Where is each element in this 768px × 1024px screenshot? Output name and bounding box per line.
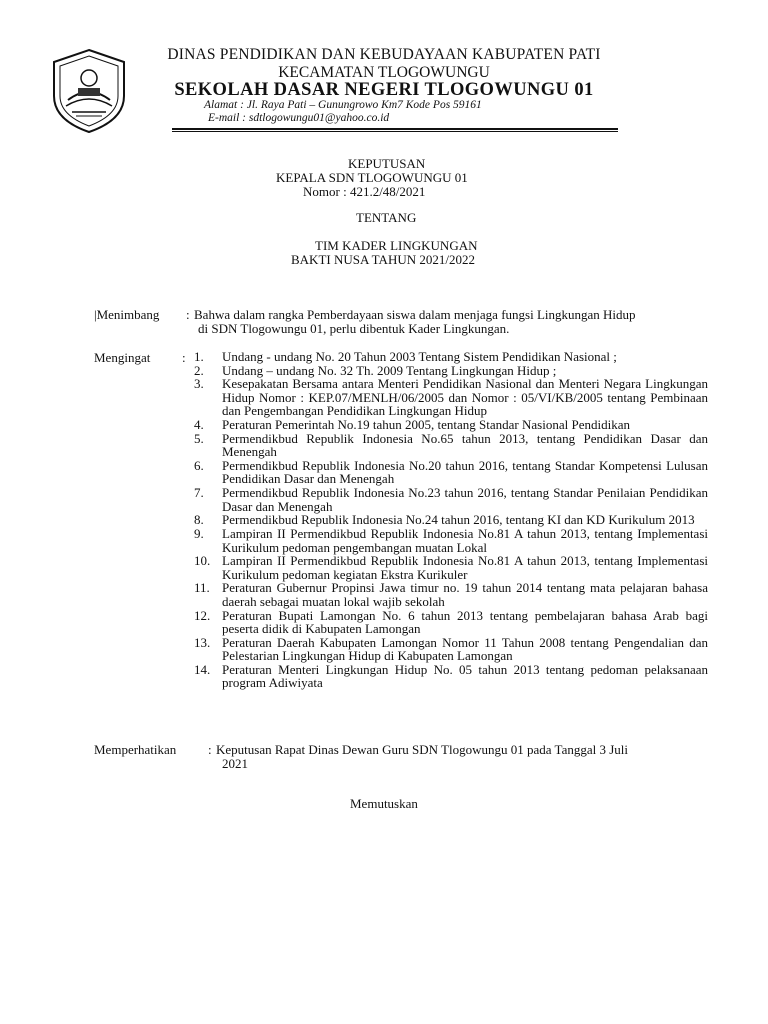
- list-item-text: Undang – undang No. 32 Th. 2009 Tentang Lingkungan Hidup ;: [222, 362, 557, 378]
- letterhead-divider-thick: [172, 128, 618, 130]
- decree-issuer: KEPALA SDN TLOGOWUNGU 01: [276, 170, 468, 185]
- memperhatikan-text-line2: 2021: [222, 756, 248, 771]
- decree-number: Nomor : 421.2/48/2021: [303, 184, 426, 199]
- list-item-text: Peraturan Gubernur Propinsi Jawa timur no. 19 tahun 2014 tentang mata pelajaran bahasa daerah sebagai muatan lokal wajib sekolah: [222, 580, 708, 609]
- list-item-number: 4.: [194, 417, 204, 433]
- list-item: [194, 459, 708, 486]
- agency-name: DINAS PENDIDIKAN DAN KEBUDAYAAN KABUPATEN PATI: [167, 46, 601, 63]
- list-item: [194, 418, 708, 432]
- list-item-number: 12.: [194, 607, 211, 623]
- memperhatikan-text-line1: Keputusan Rapat Dinas Dewan Guru SDN Tlogowungu 01 pada Tanggal 3 Juli: [216, 742, 629, 757]
- list-item-text: Lampiran II Permendikbud Republik Indonesia No.81 A tahun 2013, tentang Implementasi Kurikulum pedoman kegiatan Ekstra Kurikuler: [222, 553, 708, 582]
- list-item-text: Kesepakatan Bersama antara Menteri Pendidikan Nasional dan Menteri Negara Lingkungan Hidup Nomor : KEP.07/MENLH/06/2005 dan Nomor : 05/VI/KB/2005 tentang Pembinaan dan Pengembangan Pendidikan Lingkungan Hidup: [222, 376, 708, 419]
- memperhatikan-label: Memperhatikan: [94, 742, 177, 757]
- menimbang-text-line1: Bahwa dalam rangka Pemberdayaan siswa dalam menjaga fungsi Lingkungan Hidup: [194, 307, 636, 322]
- list-item: [194, 350, 708, 364]
- list-item: [194, 554, 708, 581]
- school-name: SEKOLAH DASAR NEGERI TLOGOWUNGU 01: [174, 80, 594, 100]
- list-item-text: Permendikbud Republik Indonesia No.24 tahun 2016, tentang KI dan KD Kurikulum 2013: [222, 512, 695, 528]
- school-address: Alamat : Jl. Raya Pati – Gunungrowo Km7 Kode Pos 59161: [204, 99, 482, 111]
- decree-tentang: TENTANG: [356, 210, 417, 225]
- list-item: [194, 364, 708, 378]
- list-item: [194, 432, 708, 459]
- mengingat-colon: :: [182, 350, 186, 365]
- school-email: E-mail : sdtlogowungu01@yahoo.co.id: [208, 112, 390, 124]
- letterhead-divider-thin: [172, 131, 618, 132]
- decree-title-line2: BAKTI NUSA TAHUN 2021/2022: [291, 252, 475, 267]
- list-item-number: 6.: [194, 457, 204, 473]
- menimbang-text-line2: di SDN Tlogowungu 01, perlu dibentuk Kader Lingkungan.: [198, 321, 510, 336]
- list-item-number: 11.: [194, 580, 210, 596]
- list-item-text: Lampiran II Permendikbud Republik Indonesia No.81 A tahun 2013, tentang Implementasi Kurikulum pedoman pengembangan muatan Lokal: [222, 526, 708, 555]
- list-item-number: 7.: [194, 485, 204, 501]
- menimbang-label: |Menimbang: [94, 307, 160, 322]
- list-item: [194, 609, 708, 636]
- list-item: [194, 377, 708, 418]
- mengingat-label: Mengingat: [94, 350, 151, 365]
- list-item-text: Peraturan Bupati Lamongan No. 6 tahun 2013 tentang pembelajaran bahasa Arab bagi peserta didik di Kabupaten Lamongan: [222, 607, 708, 637]
- list-item: [194, 663, 708, 690]
- list-item: [194, 636, 708, 663]
- list-item-number: 8.: [194, 512, 204, 528]
- list-item-number: 14.: [194, 661, 211, 677]
- list-item-number: 1.: [194, 349, 204, 364]
- list-item-text: Permendikbud Republik Indonesia No.65 tahun 2013, tentang Pendidikan Dasar dan Menengah: [222, 430, 708, 460]
- list-item-number: 13.: [194, 634, 211, 650]
- mengingat-list: [194, 350, 708, 690]
- list-item-text: Peraturan Pemerintah No.19 tahun 2005, tentang Standar Nasional Pendidikan: [222, 417, 630, 433]
- list-item-text: Permendikbud Republik Indonesia No.23 tahun 2016, tentang Standar Penilaian Pendidikan Dasar dan Menengah: [222, 485, 708, 514]
- list-item: [194, 527, 708, 554]
- list-item: [194, 581, 708, 608]
- decree-heading: KEPUTUSAN: [348, 156, 426, 171]
- list-item-number: 5.: [194, 430, 204, 446]
- list-item-number: 2.: [194, 362, 204, 378]
- list-item-text: Peraturan Menteri Lingkungan Hidup No. 05 tahun 2013 tentang pedoman pelaksanaan program Adiwiyata: [222, 661, 708, 691]
- menimbang-colon: :: [186, 307, 190, 322]
- list-item-text: Permendikbud Republik Indonesia No.20 tahun 2016, tentang Standar Kompetensi Lulusan Pendidikan Dasar dan Menengah: [222, 457, 708, 487]
- list-item-text: Peraturan Daerah Kabupaten Lamongan Nomor 11 Tahun 2008 tentang Pengendalian dan Pelestarian Lingkungan Hidup di Kabupaten Lamongan: [222, 634, 708, 664]
- district-name: KECAMATAN TLOGOWUNGU: [278, 64, 490, 81]
- list-item-number: 3.: [194, 376, 204, 392]
- list-item-number: 9.: [194, 526, 204, 541]
- list-item: [194, 513, 708, 527]
- memperhatikan-colon: :: [208, 742, 212, 757]
- list-item: [194, 486, 708, 513]
- memutuskan-heading: Memutuskan: [350, 796, 418, 811]
- decree-title-line1: TIM KADER LINGKUNGAN: [315, 238, 478, 253]
- list-item-number: 10.: [194, 553, 211, 569]
- list-item-text: Undang - undang No. 20 Tahun 2003 Tentang Sistem Pendidikan Nasional ;: [222, 349, 617, 364]
